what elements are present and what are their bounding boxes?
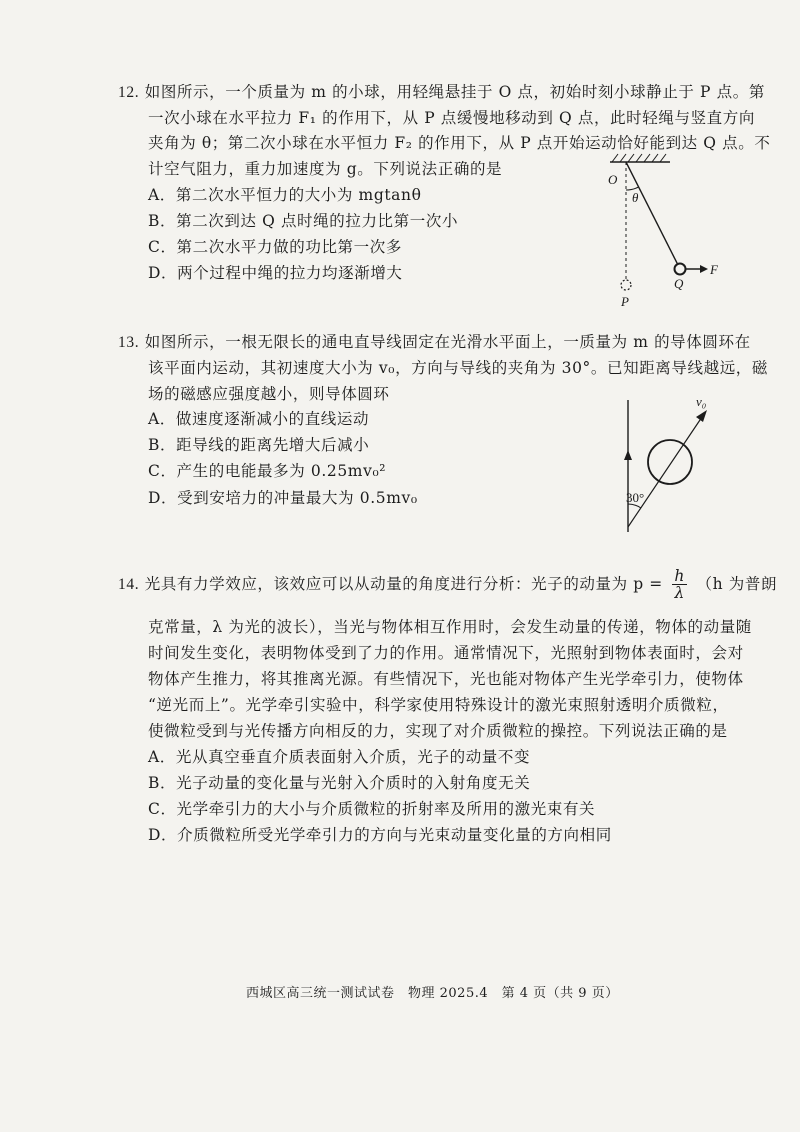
q13-option-c: C．产生的电能最多为 0.25mv₀²: [148, 462, 387, 480]
q12-option-c: C．第二次水平力做的功比第一次多: [148, 238, 402, 256]
q13-label-v0: v₀: [696, 394, 707, 409]
q13-number: 13.: [118, 334, 140, 351]
q14-stem-after: （h 为普朗: [696, 574, 778, 593]
q13-line-1: [118, 330, 751, 352]
q13-label-30deg: 30°: [626, 490, 645, 505]
q13-option-a: A．做速度逐渐减小的直线运动: [148, 410, 370, 428]
q12-stem-1: 如图所示，一个质量为 m 的小球，用轻绳悬挂于 O 点，初始时刻小球静止于 P 点。第: [144, 83, 765, 101]
q12-force-arrowhead: [700, 265, 708, 273]
q14-option-a: A．光从真空垂直介质表面射入介质，光子的动量不变: [148, 748, 531, 766]
q13-velocity-line: [628, 414, 704, 527]
q12-label-q: Q: [674, 276, 684, 291]
q12-stem-4: 计空气阻力，重力加速度为 g。下列说法正确的是: [148, 160, 503, 178]
q12-pendulum-figure: [590, 150, 740, 320]
q12-rope: [626, 162, 678, 265]
q12-option-a: A．第二次水平恒力的大小为 mgtanθ: [148, 186, 422, 204]
q12-option-b: B．第二次到达 Q 点时绳的拉力比第一次小: [148, 212, 459, 230]
q12-number: 12.: [118, 84, 140, 101]
q13-velocity-arrowhead: [696, 410, 707, 422]
q13-option-b: B．距导线的距离先增大后减小: [148, 436, 370, 454]
q14-number: 14.: [118, 575, 140, 593]
q12-ceiling-hatch: [612, 154, 666, 162]
q12-ball-p: [621, 280, 631, 290]
q13-wire-ring-figure: [600, 392, 720, 537]
q14-stem-6: 使微粒受到与光传播方向相反的力，实现了对介质微粒的操控。下列说法正确的是: [148, 722, 728, 740]
q12-label-theta: θ: [632, 190, 639, 205]
q12-stem-3: 夹角为 θ；第二次小球在水平恒力 F₂ 的作用下，从 P 点开始运动恰好能到达 Q 点。不: [148, 134, 771, 152]
q14-stem-5: “逆光而上”。光学牵引实验中，科学家使用特殊设计的激光束照射透明介质微粒，: [148, 696, 729, 714]
q14-fraction-denominator: λ: [674, 584, 685, 603]
q12-label-f: F: [710, 262, 718, 277]
q12-line-1: [118, 80, 765, 102]
q12-ball-q: [675, 264, 686, 275]
q14-option-c: C．光学牵引力的大小与介质微粒的折射率及所用的激光束有关: [148, 800, 596, 818]
q14-option-b: B．光子动量的变化量与光射入介质时的入射角度无关: [148, 774, 531, 792]
q14-fraction-numerator: h: [674, 567, 686, 585]
q14-line-1: [118, 568, 777, 602]
q14-momentum-fraction: [672, 568, 687, 602]
q14-stem-4: 物体产生推力，将其推离光源。有些情况下，光也能对物体产生光学牵引力，使物体: [148, 670, 744, 688]
q13-stem-1: 如图所示，一根无限长的通电直导线固定在光滑水平面上，一质量为 m 的导体圆环在: [144, 333, 751, 351]
q13-current-arrow: [624, 450, 632, 460]
q13-stem-3: 场的磁感应强度越小，则导体圆环: [148, 385, 390, 403]
q12-label-o: O: [608, 172, 618, 187]
q14-option-d: D．介质微粒所受光学牵引力的方向与光束动量变化量的方向相同: [148, 826, 612, 844]
q12-label-p: P: [621, 294, 629, 309]
q14-stem-3: 时间发生变化，表明物体受到了力的作用。通常情况下，光照射到物体表面时，会对: [148, 644, 744, 662]
q12-stem-2: 一次小球在水平拉力 F₁ 的作用下，从 P 点缓慢地移动到 Q 点，此时轻绳与竖直方向: [148, 109, 755, 127]
q13-stem-2: 该平面内运动，其初速度大小为 v₀，方向与导线的夹角为 30°。已知距离导线越远，磁: [148, 359, 768, 377]
page-footer: 西城区高三统一测试试卷 物理 2025.4 第 4 页（共 9 页）: [246, 986, 619, 1001]
q13-conducting-ring: [648, 440, 692, 484]
q12-option-d: D．两个过程中绳的拉力均逐渐增大: [148, 264, 403, 282]
q14-stem-before: 光具有力学效应，该效应可以从动量的角度进行分析：光子的动量为 p =: [144, 574, 663, 593]
q14-stem-2: 克常量，λ 为光的波长），当光与物体相互作用时，会发生动量的传递，物体的动量随: [148, 618, 752, 636]
q13-option-d: D．受到安培力的冲量最大为 0.5mv₀: [148, 489, 418, 507]
